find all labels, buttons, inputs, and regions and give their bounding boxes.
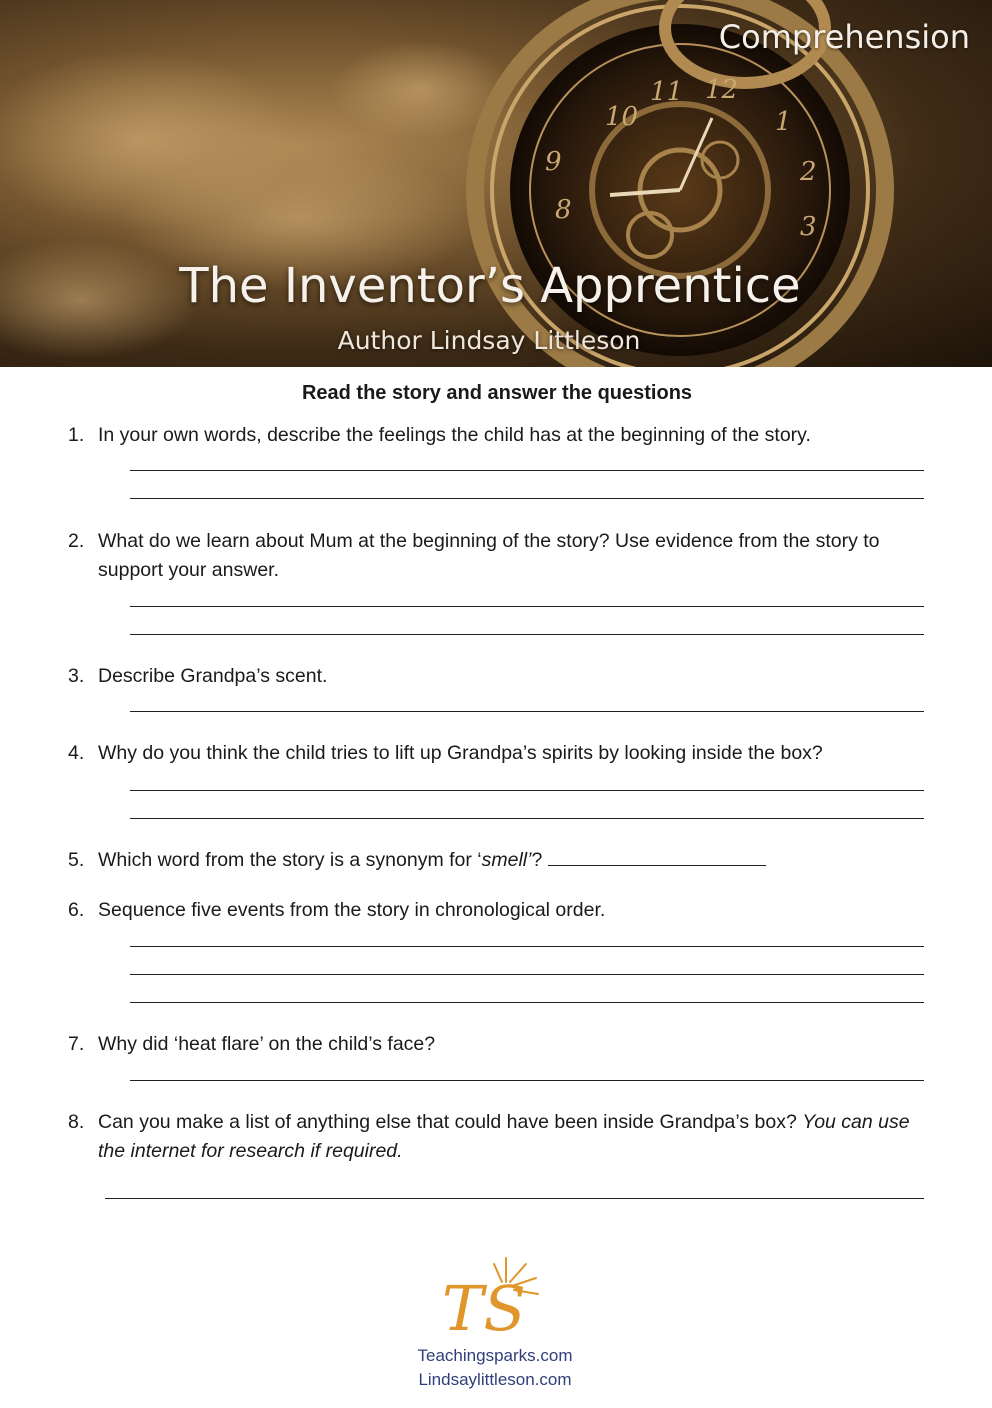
question-text: What do we learn about Mum at the beginning of the story? Use evidence from the story to support your answer. <box>98 530 880 581</box>
question-1 <box>68 421 918 450</box>
answer-line[interactable] <box>130 818 924 819</box>
question-number: 8. <box>68 1111 85 1133</box>
svg-text:2: 2 <box>800 157 817 187</box>
instruction-heading: Read the story and answer the questions <box>301 382 693 404</box>
question-number: 7. <box>68 1033 85 1055</box>
answer-line[interactable] <box>130 1080 924 1081</box>
teachingsparks-logo <box>436 1250 546 1340</box>
answer-line[interactable] <box>130 470 924 471</box>
question-3 <box>68 662 918 691</box>
question-text: Why did ‘heat flare’ on the child’s face? <box>98 1033 436 1055</box>
answer-line[interactable] <box>130 790 924 791</box>
question-text: Describe Grandpa’s scent. <box>98 665 328 687</box>
question-7 <box>68 1030 918 1059</box>
question-number: 6. <box>68 899 85 921</box>
header-banner <box>0 0 992 367</box>
question-text: Why do you think the child tries to lift up Grandpa’s spirits by looking inside the box? <box>98 742 823 764</box>
question-number: 3. <box>68 665 85 687</box>
answer-line[interactable] <box>130 634 924 635</box>
story-title: The Inventor’s Apprentice <box>179 258 801 314</box>
footer-link-teachingsparks[interactable]: Teachingsparks.com <box>417 1346 573 1365</box>
answer-line[interactable] <box>130 946 924 947</box>
question-8 <box>68 1108 918 1166</box>
svg-text:11: 11 <box>650 77 684 107</box>
svg-text:12: 12 <box>705 75 739 105</box>
answer-line[interactable] <box>130 1002 924 1003</box>
question-6 <box>68 896 918 925</box>
question-number: 2. <box>68 530 85 552</box>
question-5 <box>68 846 918 875</box>
answer-line[interactable] <box>105 1198 924 1199</box>
question-number: 5. <box>68 849 85 871</box>
question-4 <box>68 739 918 768</box>
question-text: In your own words, describe the feelings the child has at the beginning of the story. <box>98 424 811 446</box>
question-text: Sequence five events from the story in chronological order. <box>98 899 606 921</box>
footer-link-lindsaylittleson[interactable]: Lindsaylittleson.com <box>418 1370 572 1389</box>
answer-line[interactable] <box>130 606 924 607</box>
question-text: Can you make a list of anything else that could have been inside Grandpa’s box? You can use the internet for research if required. <box>98 1111 910 1162</box>
question-number: 1. <box>68 424 85 446</box>
answer-line[interactable] <box>130 974 924 975</box>
svg-text:8: 8 <box>555 195 572 225</box>
answer-line[interactable] <box>130 711 924 712</box>
svg-text:10: 10 <box>605 102 639 132</box>
question-2 <box>68 527 918 585</box>
svg-text:3: 3 <box>800 212 817 242</box>
inline-answer-line[interactable] <box>548 849 766 866</box>
svg-text:TS: TS <box>442 1272 526 1340</box>
question-number: 4. <box>68 742 85 764</box>
answer-line[interactable] <box>130 498 924 499</box>
question-text: Which word from the story is a synonym for ‘smell’? <box>98 846 918 875</box>
svg-text:1: 1 <box>775 107 792 137</box>
author-line: Author Lindsay Littleson <box>337 326 641 355</box>
comprehension-badge: Comprehension <box>718 18 970 56</box>
svg-text:9: 9 <box>545 147 562 177</box>
